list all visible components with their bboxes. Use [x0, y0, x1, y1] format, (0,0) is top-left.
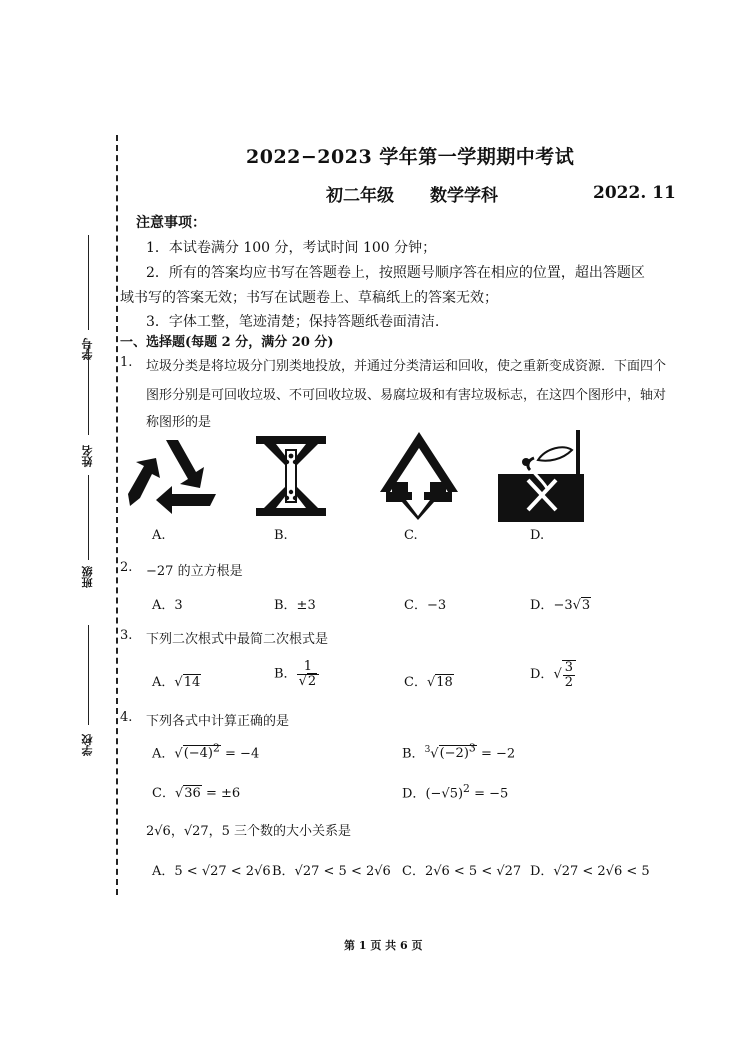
recycle-figure-icon — [126, 436, 218, 514]
q3-b-fraction — [297, 660, 320, 688]
triangle-arrow-figure-icon — [378, 430, 460, 520]
q2-stem: −27 的立方根是 — [146, 564, 243, 579]
q3-option-a: A．√14 — [152, 675, 201, 690]
notice-rule-2a: 2．所有的答案均应书写在答题卷上，按照题号顺序答在相应的位置，超出答题区 — [146, 265, 645, 281]
q1-option-c: C. — [404, 528, 418, 543]
q2-option-d: D．−3√3 — [530, 598, 591, 613]
q3-option-d: D．√ $\frac{3}{2}$ — [530, 660, 576, 689]
banji-label: 班级 — [81, 566, 94, 588]
q1-option-b: B. — [274, 528, 288, 543]
q4-option-b: B．$^3√(-2)^3 = -2$ — [402, 742, 516, 762]
q1-line-3: 称图形的是 — [146, 415, 212, 430]
q5-stem: 2√6，√27，5 三个数的大小关系是 — [146, 824, 352, 839]
q3-d-denominator: 2 — [564, 674, 574, 690]
q4-c-rhs: = ±6 — [205, 786, 241, 801]
q4-c-label: C． — [152, 786, 175, 801]
q2-option-c: C．−3 — [404, 598, 447, 613]
q1-line-2: 图形分别是可回收垃圾、不可回收垃圾、易腐垃圾和有害垃圾标志，在这四个图形中，轴对 — [146, 388, 667, 403]
q2-d-radicand: 3 — [581, 598, 591, 613]
q4-d-label: D． — [402, 786, 426, 802]
banji-line — [88, 475, 89, 560]
binding-dashed-line — [116, 135, 118, 895]
q5-option-a: A．5 < √27 < 2√6 — [152, 864, 271, 879]
q3-a-radicand: 14 — [183, 675, 201, 690]
q4-b-radical — [439, 742, 477, 762]
subject-label: 数学学科 — [430, 186, 498, 206]
q1-number: 1. — [120, 355, 133, 370]
exam-title: 2022−2023 学年第一学期期中考试 — [246, 146, 575, 168]
q4-a-exp: 2 — [213, 742, 220, 755]
section-heading: 一、选择题(每题 2 分，满分 20 分) — [120, 335, 334, 350]
q4-d-rhs: = −5 — [474, 786, 509, 802]
grade-label: 初二年级 — [326, 186, 394, 206]
q3-a-label: A． — [152, 675, 175, 690]
q4-b-index: 3 — [424, 745, 431, 755]
q2-d-label: D． — [530, 598, 554, 613]
q4-b-label: B． — [402, 746, 425, 762]
q1-option-d: D. — [530, 528, 545, 543]
q3-option-c: C．√18 — [404, 675, 453, 690]
q4-d-inner: −√5 — [430, 786, 458, 802]
xuexiao-label: 学校 — [81, 734, 94, 756]
exam-date: 2022. 11 — [593, 183, 676, 203]
q3-c-radicand: 18 — [436, 675, 453, 690]
q4-a-radical — [183, 742, 221, 762]
q2-option-b: B．±3 — [274, 598, 316, 613]
xuehao-line — [88, 235, 89, 330]
q3-option-b — [274, 660, 319, 688]
q2-option-a: A．3 — [152, 598, 183, 613]
q3-b-numerator: 1 — [297, 660, 320, 675]
q5-option-c: C．2√6 < 5 < √27 — [402, 864, 522, 879]
q3-number: 3. — [120, 628, 133, 643]
xingming-line — [88, 345, 89, 435]
xuexiao-line — [88, 625, 89, 725]
q4-option-c: C．√36 = ±6 — [152, 786, 241, 801]
q4-c-radicand: 36 — [184, 786, 201, 801]
notice-title: 注意事项： — [136, 215, 206, 231]
q3-d-numerator: 3 — [564, 660, 574, 675]
q3-d-label: D． — [530, 667, 554, 683]
q5-option-d: D．√27 < 2√6 < 5 — [530, 864, 650, 879]
q1-option-a: A. — [152, 528, 166, 543]
q3-b-radicand: 2 — [307, 673, 317, 689]
hourglass-figure-icon — [256, 436, 326, 516]
notice-rule-2b: 域书写的答案无效；书写在试题卷上、草稿纸上的答案无效； — [120, 290, 498, 306]
hazardous-figure-icon — [498, 430, 584, 522]
q1-line-1: 垃圾分类是将垃圾分门别类地投放，并通过分类清运和回收，使之重新变成资源．下面四个 — [146, 359, 667, 374]
q5-option-b: B．√27 < 5 < 2√6 — [272, 864, 391, 879]
q4-option-d: D．$(-√5)^2 = -5$ — [402, 782, 509, 802]
q4-a-rhs: = −4 — [225, 746, 260, 762]
q4-b-base: (−2) — [439, 746, 469, 762]
q4-number: 4. — [120, 710, 133, 725]
q4-a-base: (−4) — [183, 746, 213, 762]
q4-a-label: A． — [152, 746, 175, 762]
q3-b-denominator: √2 — [298, 673, 317, 689]
q2-number: 2. — [120, 560, 133, 575]
q2-d-coef: −3 — [553, 598, 573, 613]
q4-stem: 下列各式中计算正确的是 — [146, 714, 290, 729]
xingming-label: 姓名 — [81, 445, 94, 467]
notice-rule-1: 1．本试卷满分 100 分，考试时间 100 分钟； — [146, 240, 437, 256]
q4-option-a: A．$√(-4)^2 = -4$ — [152, 742, 260, 762]
page-footer: 第 1 页 共 6 页 — [344, 939, 423, 952]
q3-c-label: C． — [404, 675, 427, 690]
q4-b-rhs: = −2 — [480, 746, 516, 762]
q3-stem: 下列二次根式中最简二次根式是 — [146, 632, 329, 647]
q3-b-label: B． — [274, 666, 297, 682]
q4-b-exp: 3 — [468, 742, 476, 755]
q3-d-fraction — [562, 660, 576, 689]
notice-rule-3: 3．字体工整，笔迹清楚；保持答题纸卷面清洁. — [146, 314, 440, 330]
xuehao-label: 学号 — [81, 338, 94, 360]
q4-d-exp: 2 — [463, 782, 470, 795]
